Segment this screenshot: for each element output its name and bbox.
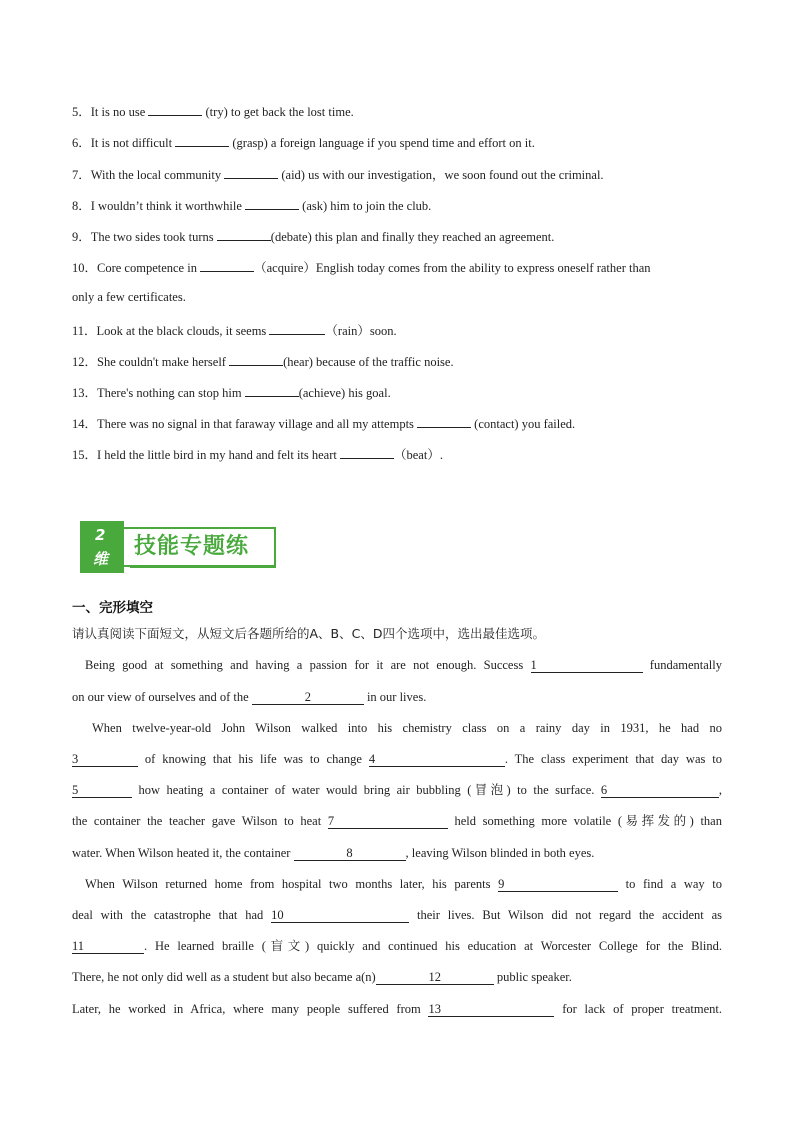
exercise-6: 6．It is not difficult (grasp) a foreign language if you spend time and effort on it. bbox=[72, 133, 722, 151]
cloze-blank-9[interactable]: 9 bbox=[498, 878, 618, 892]
exercise-5: 5．It is no use (try) to get back the lost time. bbox=[72, 102, 722, 120]
passage-line-1: Being good at something and having a passion for it are not enough. Success 1 fundamentally bbox=[85, 658, 722, 672]
banner-bar bbox=[124, 527, 276, 567]
answer-blank[interactable] bbox=[175, 133, 229, 147]
answer-blank[interactable] bbox=[200, 258, 254, 272]
passage-line-7: water. When Wilson heated it, the container 8 , leaving Wilson blinded in both eyes. bbox=[72, 846, 595, 860]
cloze-blank-3[interactable]: 3 bbox=[72, 753, 138, 767]
answer-blank[interactable] bbox=[269, 321, 325, 335]
answer-blank[interactable] bbox=[340, 445, 394, 459]
cloze-blank-7[interactable]: 7 bbox=[328, 815, 448, 829]
passage-line-10: 11 . He learned braille (盲文) quickly and continued his education at Worcester College for the Blind. bbox=[72, 939, 722, 953]
passage-line-6: the container the teacher gave Wilson to heat 7 held something more volatile (易挥发的) than bbox=[72, 814, 722, 828]
exercise-9: 9．The two sides took turns (debate) this plan and finally they reached an agreement. bbox=[72, 227, 722, 245]
answer-blank[interactable] bbox=[245, 196, 299, 210]
cloze-blank-11[interactable]: 11 bbox=[72, 940, 144, 954]
exercise-12: 12．She couldn't make herself (hear) because of the traffic noise. bbox=[72, 352, 722, 370]
answer-blank[interactable] bbox=[417, 414, 471, 428]
passage-line-2: on our view of ourselves and of the 2 in our lives. bbox=[72, 690, 427, 704]
cloze-blank-10[interactable]: 10 bbox=[271, 909, 409, 923]
answer-blank[interactable] bbox=[245, 383, 299, 397]
passage-line-3: When twelve-year-old John Wilson walked into his chemistry class on a rainy day in 1931, he had no bbox=[92, 721, 722, 735]
skills-banner bbox=[80, 521, 280, 573]
exercise-11: 11．Look at the black clouds, it seems （rain）soon. bbox=[72, 321, 722, 339]
answer-blank[interactable] bbox=[148, 102, 202, 116]
cloze-blank-13[interactable]: 13 bbox=[428, 1003, 554, 1017]
passage-line-4: 3 of knowing that his life was to change 4 . The class experiment that day was to bbox=[72, 752, 723, 766]
cloze-blank-5[interactable]: 5 bbox=[72, 784, 132, 798]
exercise-13: 13．There's nothing can stop him (achieve) his goal. bbox=[72, 383, 722, 401]
cloze-blank-6[interactable]: 6 bbox=[601, 784, 719, 798]
exercise-8: 8．I wouldn’t think it worthwhile (ask) him to join the club. bbox=[72, 196, 722, 214]
dimension-badge: 2 维 bbox=[80, 521, 124, 573]
section-title: 一、完形填空 bbox=[72, 600, 153, 616]
passage-line-9: deal with the catastrophe that had 10 their lives. But Wilson did not regard the accident as bbox=[72, 908, 722, 922]
cloze-blank-2[interactable]: 2 bbox=[252, 691, 364, 705]
cloze-blank-8[interactable]: 8 bbox=[294, 847, 406, 861]
exercise-14: 14．There was no signal in that faraway village and all my attempts (contact) you failed. bbox=[72, 414, 722, 432]
answer-blank[interactable] bbox=[229, 352, 283, 366]
cloze-blank-1[interactable]: 1 bbox=[531, 659, 643, 673]
passage-line-11: There, he not only did well as a student but also became a(n) 12 public speaker. bbox=[72, 970, 572, 984]
answer-blank[interactable] bbox=[224, 165, 278, 179]
exercise-7: 7．With the local community (aid) us with our investigation，we soon found out the criminal. bbox=[72, 165, 722, 183]
answer-blank[interactable] bbox=[217, 227, 271, 241]
exercise-10: 10．Core competence in （acquire）English today comes from the ability to express oneself rather than bbox=[72, 258, 722, 276]
banner-title: 技能专题练 bbox=[134, 534, 250, 559]
passage-line-8: When Wilson returned home from hospital two months later, his parents 9 to find a way to bbox=[85, 877, 722, 891]
instruction: 请认真阅读下面短文，从短文后各题所给的A、B、C、D四个选项中，选出最佳选项。 bbox=[72, 626, 545, 641]
cloze-blank-4[interactable]: 4 bbox=[369, 753, 505, 767]
cloze-blank-12[interactable]: 12 bbox=[376, 971, 494, 985]
exercise-10-continued: only a few certificates. bbox=[72, 290, 186, 304]
passage-line-12: Later, he worked in Africa, where many people suffered from 13 for lack of proper treatment. bbox=[72, 1002, 722, 1016]
passage-line-5: 5 how heating a container of water would bring air bubbling (冒泡) to the surface. 6 , bbox=[72, 783, 722, 797]
exercise-15: 15．I held the little bird in my hand and felt its heart （beat）. bbox=[72, 445, 722, 463]
